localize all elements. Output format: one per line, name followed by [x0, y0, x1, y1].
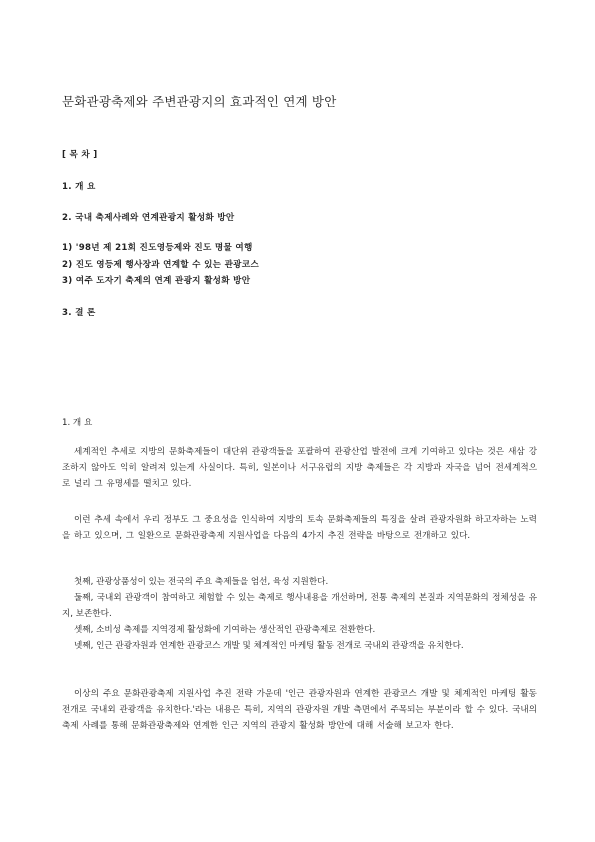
- strategy-item-3-text: 셋째, 소비성 축제를 지역경제 활성화에 기여하는 생산적인 관광축제로 전환한다.: [74, 625, 376, 635]
- paragraph-1-text: 세계적인 추세로 지방의 문화축제들이 대단위 관광객들을 포괄하여 관광산업 발전에 크게 기여하고 있다는 것은 새삼 강조하지 않아도 익히 알려져 있는게 사실이다. 특히, 일본이나 서구유럽의 지방 축제들은 각 지방과 자국을 넘어 전세계적으로 널리 그 유명세를 떨치고 있다.: [62, 447, 537, 489]
- paragraph-2: [62, 512, 537, 544]
- paragraph-3: [62, 686, 537, 734]
- paragraph-3-text: 이상의 주요 문화관광축제 지원사업 추진 전략 가운데 '인근 관광자원과 연계한 관광코스 개발 및 체계적인 마케팅 활동 전개로 국내외 관광객을 유치한다.'라는 내용은 특히, 지역의 관광자원 개발 측면에서 주목되는 부분이라 할 수 있다. 국내의 축제 사례를 통해 문화관광축제와 연계한 인근 지역의 관광지 활성화 방안에 대해 서술해 보고자 한다.: [62, 689, 537, 731]
- toc-subitem-jindo-course: 2) 진도 영등제 행사장과 연계할 수 있는 관광코스: [62, 260, 259, 270]
- strategy-item-2-text: 둘째, 국내외 관광객이 참여하고 체험할 수 있는 축제로 행사내용을 개선하며, 전통 축제의 본질과 지역문화의 정체성을 유지, 보존한다.: [62, 593, 537, 619]
- strategy-item-4-text: 넷째, 인근 관광자원과 연계한 관광코스 개발 및 체계적인 마케팅 활동 전개로 국내외 관광객을 유치한다.: [74, 641, 464, 651]
- paragraph-2-text: 이런 추세 속에서 우리 정부도 그 중요성을 인식하여 지방의 토속 문화축제들의 특징을 살려 관광자원화 하고자하는 노력을 하고 있으며, 그 일환으로 문화관광축제 지원사업을 다음의 4가지 추진 전략을 바탕으로 전개하고 있다.: [62, 515, 537, 541]
- toc-item-conclusion: 3. 결 론: [62, 308, 96, 318]
- toc-item-domestic-cases: 2. 국내 축제사례와 연계관광지 활성화 방안: [62, 213, 235, 223]
- strategy-item-1: [62, 574, 537, 590]
- toc-subitem-yeoju-festival: 3) 여주 도자기 축제의 연계 관광지 활성화 방안: [62, 276, 251, 286]
- toc-subitem-jindo-festival: 1) '98년 제 21회 진도영등제와 진도 명물 여행: [62, 243, 253, 253]
- toc-heading: [ 목 차 ]: [62, 150, 98, 160]
- strategy-item-1-text: 첫째, 관광상품성이 있는 전국의 주요 축제들을 엄선, 육성 지원한다.: [74, 577, 329, 587]
- section-heading-overview: 1. 개 요: [62, 418, 93, 428]
- strategy-item-4: [62, 638, 537, 654]
- document-title: 문화관광축제와 주변관광지의 효과적인 연계 방안: [62, 94, 337, 109]
- strategy-item-3: [62, 622, 537, 638]
- paragraph-1: [62, 444, 537, 492]
- strategy-item-2: [62, 590, 537, 622]
- toc-item-overview: 1. 개 요: [62, 182, 96, 192]
